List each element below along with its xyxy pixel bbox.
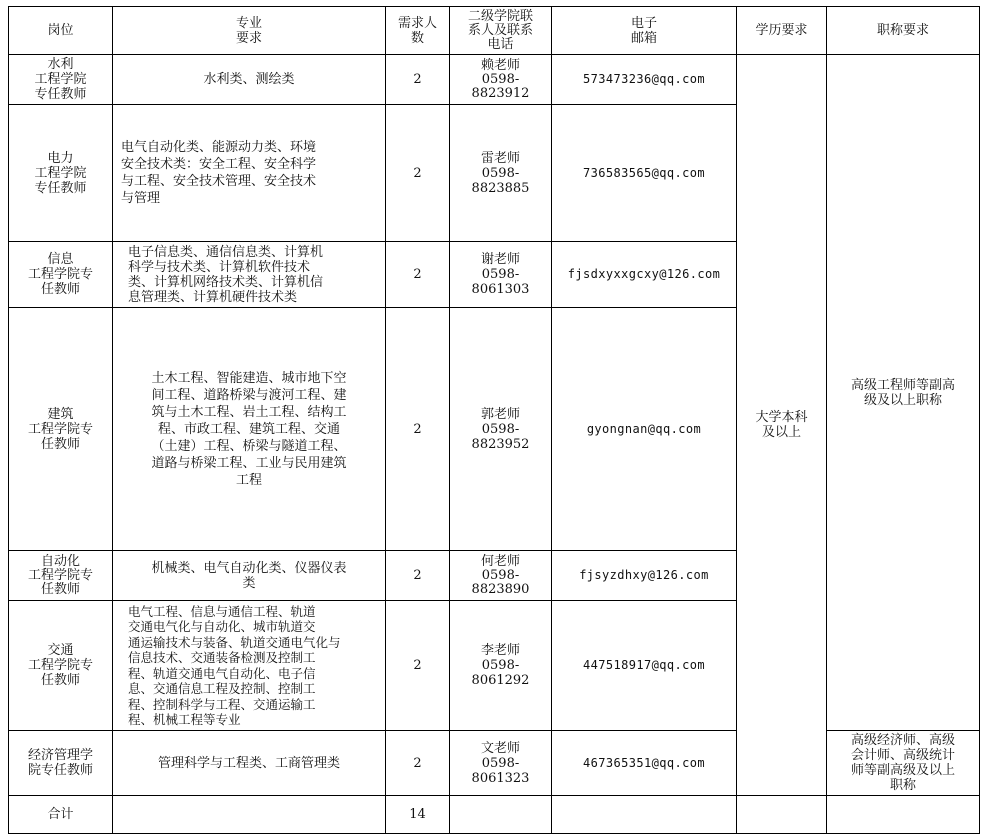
- cell-email[interactable]: 447518917@qq.com: [583, 658, 705, 672]
- header-title: 职称要求: [876, 23, 929, 38]
- grid-line: [8, 795, 980, 796]
- header-email: 电子 邮箱: [630, 15, 657, 46]
- cell-contact: 李老师 0598- 8061292: [471, 643, 530, 688]
- title-requirement-engineering: 高级工程师等副高 级及以上职称: [850, 377, 955, 408]
- cell-post: 建筑 工程学院专 任教师: [27, 406, 93, 452]
- header-count: 需求人 数: [397, 15, 437, 46]
- cell-major: 机械类、电气自动化类、仪器仪表 类: [151, 560, 347, 591]
- cell-post: 经济管理学 院专任教师: [27, 748, 93, 778]
- grid-line: [979, 6, 980, 834]
- grid-line: [112, 6, 113, 834]
- title-requirement-economics: 高级经济师、高级 会计师、高级统计 师等副高级及以上 职称: [850, 733, 955, 793]
- cell-post: 交通 工程学院专 任教师: [27, 643, 93, 688]
- cell-count: 2: [413, 72, 422, 87]
- header-contact: 二级学院联 系人及联系 电话: [467, 8, 533, 52]
- cell-major: 水利类、测绘类: [203, 72, 295, 87]
- cell-contact: 雷老师 0598- 8823885: [471, 150, 530, 196]
- grid-line: [8, 833, 980, 834]
- cell-post: 电力 工程学院 专任教师: [34, 150, 87, 196]
- total-label: 合计: [47, 807, 74, 822]
- cell-contact: 赖老师 0598- 8823912: [471, 57, 530, 101]
- header-education: 学历要求: [755, 23, 808, 38]
- cell-email[interactable]: 467365351@qq.com: [583, 755, 705, 770]
- header-post: 岗位: [47, 23, 74, 38]
- cell-count: 2: [413, 755, 422, 771]
- cell-major: 电子信息类、通信信息类、计算机 科学与技术类、计算机软件技术 类、计算机网络技术类、计算机信 息管理类、计算机硬件技术类: [128, 244, 324, 305]
- cell-email[interactable]: fjsyzdhxy@126.com: [579, 568, 709, 582]
- header-major: 专业 要求: [235, 15, 262, 46]
- cell-count: 2: [413, 658, 422, 673]
- cell-contact: 文老师 0598- 8061323: [471, 740, 530, 786]
- cell-post: 信息 工程学院专 任教师: [27, 252, 93, 297]
- cell-count: 2: [413, 267, 422, 282]
- cell-email[interactable]: fjsdxyxxgcxy@126.com: [567, 267, 721, 281]
- cell-contact: 谢老师 0598- 8061303: [471, 252, 530, 297]
- cell-post: 水利 工程学院 专任教师: [34, 57, 87, 102]
- cell-post: 自动化 工程学院专 任教师: [27, 553, 93, 597]
- cell-email[interactable]: 573473236@qq.com: [583, 72, 705, 86]
- cell-contact: 郭老师 0598- 8823952: [471, 406, 530, 452]
- education-requirement: 大学本科 及以上: [755, 410, 808, 440]
- cell-email[interactable]: 736583565@qq.com: [583, 165, 705, 180]
- cell-count: 2: [413, 165, 422, 181]
- cell-email[interactable]: gyongnan@qq.com: [586, 421, 702, 436]
- cell-count: 2: [413, 421, 422, 437]
- cell-count: 2: [413, 568, 422, 583]
- cell-major: 电气自动化类、能源动力类、环境 安全技术类：安全工程、安全科学 与工程、安全技术管理、安全技术 与管理: [121, 140, 317, 206]
- total-count: 14: [409, 807, 426, 822]
- cell-major: 电气工程、信息与通信工程、轨道 交通电气化与自动化、城市轨道交 通运输技术与装备、轨道交通电气化与 信息技术、交通装备检测及控制工 程、轨道交通电气自动化、电子信 息、交通信息工程及控制、控制工 程、控制科学与工程、交通运输工 程、机械工程等专业: [128, 603, 341, 727]
- cell-major: 管理科学与工程类、工商管理类: [157, 755, 340, 771]
- cell-contact: 何老师 0598- 8823890: [471, 553, 530, 597]
- cell-major: 土木工程、智能建造、城市地下空 间工程、道路桥梁与渡河工程、建 筑与土木工程、岩土工程、结构工 程、市政工程、建筑工程、交通 （土建）工程、桥梁与隧道工程、 道路与桥梁工程、工业与民用建筑 工程: [151, 370, 347, 488]
